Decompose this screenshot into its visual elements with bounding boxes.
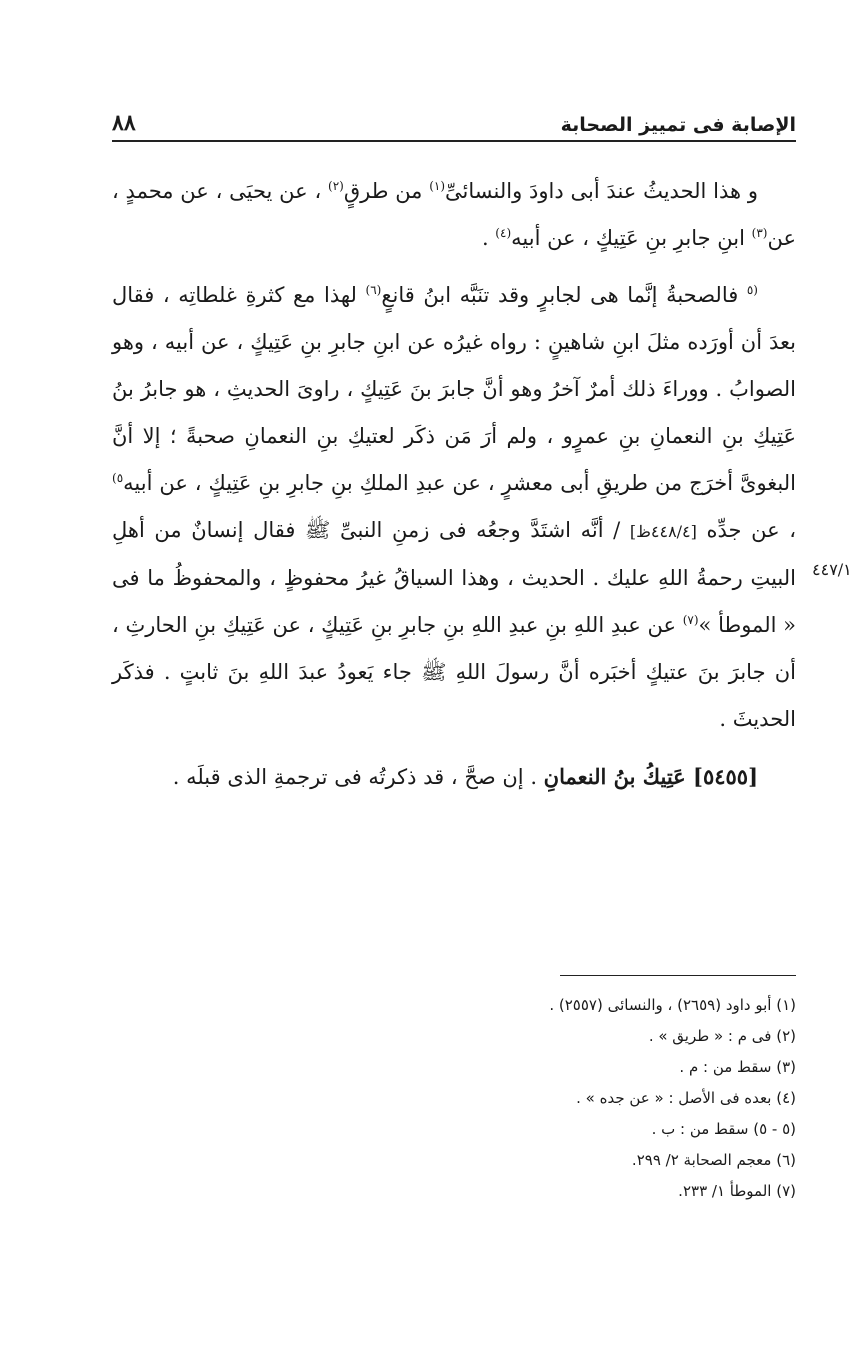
footnote-ref-3: (٣) [751,226,768,240]
p1-t1: و هذا الحديثُ عندَ أبى داودَ والنسائىِّ [445,179,758,203]
footnote-ref-7: (٧) [682,613,699,627]
entry-heading: [٥٤٥٥] عَتِيكُ بنُ النعمانِ [543,764,758,789]
manuscript-ref: [٤٤٨/٤ظ] [629,522,697,541]
footnote-1: (١) أبو داود (٢٦٥٩) ، والنسائى (٢٥٥٧) . [549,996,796,1014]
p2-t4: / أنَّه اشتَدَّ وجعُه فى زمنِ النبىِّ ﷺ فقال إنسانٌ من أهلِ البيتِ رحمةُ اللهِ عليك . الحديث ، وهذا السياقُ غيرُ محفوظٍ ، والمحفوظُ ما فى « الموطأ » [112,518,796,637]
footnote-2: (٢) فى م : « طريق » . [648,1027,796,1045]
p2-t3: ، عن جدِّه [696,518,796,542]
p2-t1: فالصحبةُ إنَّما هى لجابرٍ وقد تنَبَّه ابنُ قانعٍ [381,283,747,307]
footnote-ref-2: (٢) [328,179,344,193]
paragraph-3 [112,753,796,801]
p2-t2: لهذا مع كثرةِ غلطاتِه ، فقال بعدَ أن أورَده مثلَ ابنِ شاهينٍ : رواه غيرُه عن ابنِ جابرِ بنِ عَتِيكٍ ، عن أبيه ، وهو الصوابُ . ووراءَ ذلك أمرٌ آخرُ وهو أنَّ جابرَ بنَ عَتِيكٍ ، راوىَ الحديثِ ، هو جابرُ بنُ عَتِيكِ بنِ النعمانِ بنِ عمرٍو ، ولم أرَ مَن ذكَر لعتيكِ بنِ النعمانِ صحبةً ؛ إلا أنَّ البغوىَّ أخرَج من طريقِ أبى معشرٍ ، عن عبدِ الملكِ بنِ جابرِ بنِ عَتِيكٍ ، عن أبيه [112,283,796,495]
p1-t2: من طرقٍ [343,179,430,203]
page-number: ٨٨ [112,110,136,136]
footnote-7: (٧) الموطأ ١/ ٢٣٣. [678,1182,796,1200]
footnote-5: (٥ - ٥) سقط من : ب . [651,1120,796,1138]
footnote-4: (٤) بعده فى الأصل : « عن جده » . [576,1089,796,1107]
footnotes [106,990,796,1207]
p1-t4: ابنِ جابرِ بنِ عَتِيكٍ ، عن أبيه [511,226,752,250]
footnote-6: (٦) معجم الصحابة ٢/ ٢٩٩. [631,1151,796,1169]
p1-t5: . [481,226,496,250]
margin-note: ٤٤٧/١ [812,560,852,579]
paragraph-2 [112,272,796,743]
main-text [112,168,796,811]
footnote-ref-1: (١) [429,179,446,193]
footnote-ref-5-end: ٥) [112,471,124,485]
running-title: الإصابة فى تمييز الصحابة [560,114,796,136]
page-header [112,96,796,136]
footnote-rule [560,975,796,976]
footnote-ref-6: (٦) [365,283,382,297]
p2-t5: عن عبدِ اللهِ بنِ عبدِ اللهِ بنِ جابرِ بنِ عَتِيكٍ ، عن عَتِيكِ بنِ الحارثِ ، أن جابرَ بنَ عتيكٍ أخبَره أنَّ رسولَ اللهِ ﷺ جاء يَعودُ عبدَ اللهِ بنَ ثابتٍ . فذكَر الحديثَ . [112,613,796,731]
footnote-ref-4: (٤) [495,226,512,240]
paragraph-1 [112,168,796,262]
footnote-3: (٣) سقط من : م . [679,1058,796,1076]
footnote-ref-5-start: (٥ [746,283,758,297]
header-rule [112,140,796,142]
p3-text: . إن صحَّ ، قد ذكرتُه فى ترجمةِ الذى قبلَه . [172,765,544,789]
p1-t3: ، عن يحيَى ، عن محمدٍ ، عن [112,179,796,250]
